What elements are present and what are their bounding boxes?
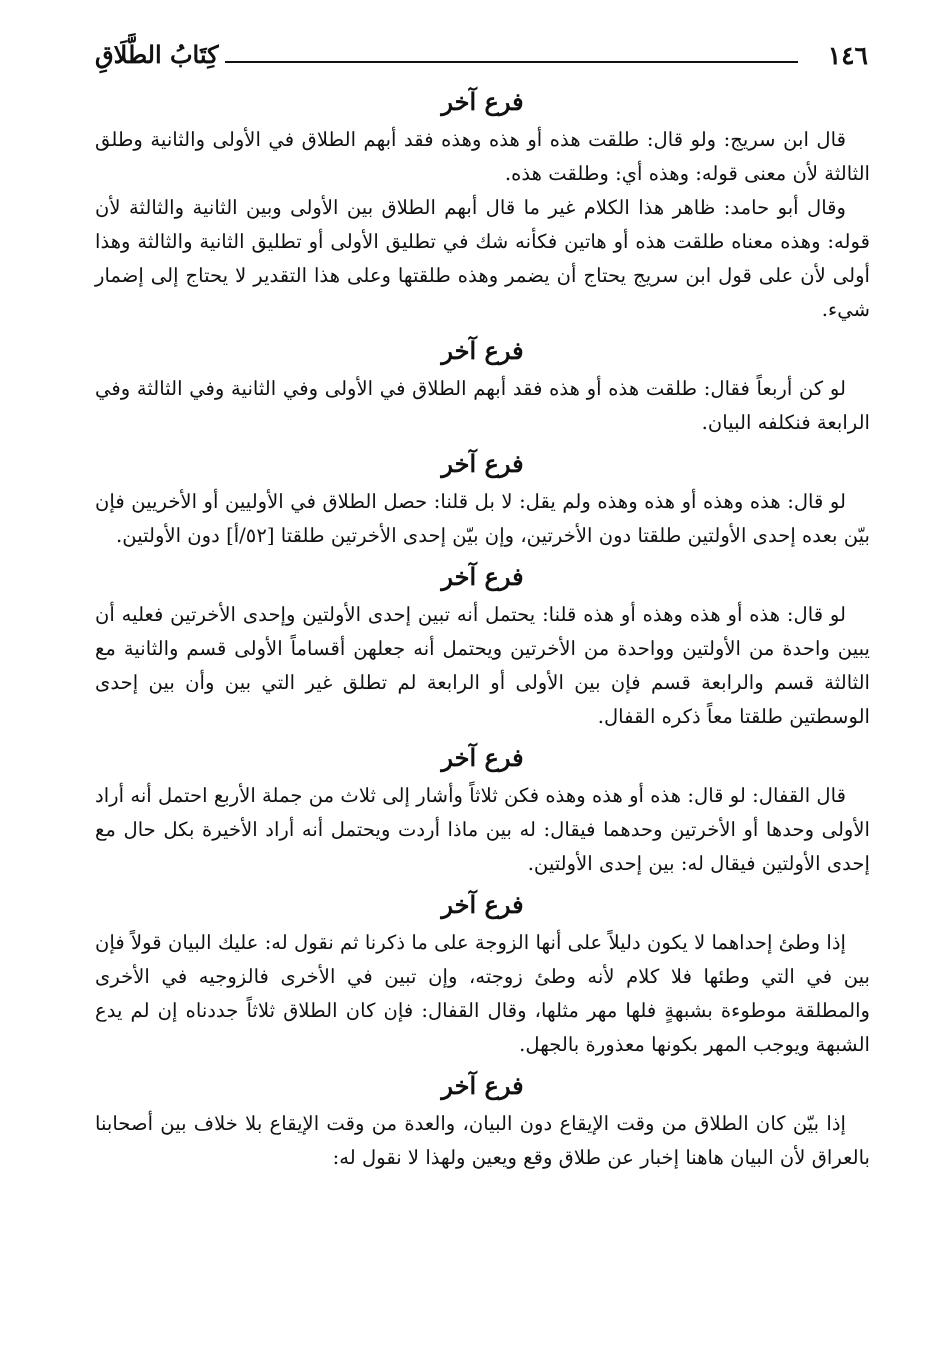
paragraph: لو قال: هذه أو هذه وهذه أو هذه قلنا: يحتمل أنه تبين إحدى الأولتين وإحدى الأخرتين فعليه أن يبين واحدة من الأولتين وواحدة من الأخرتين ويحتمل أنه جعلهن أقساماً الأولى قسم والثانية مع الثالثة قسم والرابعة قسم فإن بين الأولى أو الرابعة لم تطلق غير التي بين وأن بين إحدى الوسطتين طلقتا معاً ذكره القفال.: [95, 603, 870, 728]
section-title: فرع آخر: [441, 562, 524, 591]
book-page: [95, 30, 870, 1350]
section-title: فرع آخر: [441, 336, 524, 365]
section-title: فرع آخر: [441, 1071, 524, 1100]
section-far-akhar: [95, 885, 870, 1062]
page-number: ١٤٦: [827, 41, 868, 70]
paragraph: قال ابن سريج: ولو قال: طلقت هذه أو هذه وهذه فقد أبهم الطلاق في الأولى والثانية وطلق الثالثة لأن معنى قوله: وهذه أي: وطلقت هذه.: [95, 128, 870, 185]
paragraph: لو قال: هذه وهذه أو هذه وهذه ولم يقل: لا بل قلنا: حصل الطلاق في الأوليين أو الأخريين فإن بيّن بعده إحدى الأولتين طلقتا دون الأخرتين، وإن بيّن إحدى الأخرتين طلقتا [٥٢/أ] دون الأولتين.: [95, 490, 870, 547]
section-title: فرع آخر: [441, 87, 524, 116]
running-title: كِتَابُ الطَّلَاقِ: [95, 40, 219, 69]
section-title: فرع آخر: [441, 743, 524, 772]
section-title: فرع آخر: [441, 890, 524, 919]
section-far-akhar: [95, 331, 870, 440]
paragraph: قال القفال: لو قال: هذه أو هذه وهذه فكن ثلاثاً وأشار إلى ثلاث من جملة الأربع احتمل أنه أراد الأولى وحدها أو الأخرتين وحدهما فيقال: له بين ماذا أردت ويحتمل أنه أراد الأخيرة بكل حال مع إحدى الأولتين فيقال له: بين إحدى الأولتين.: [95, 784, 870, 875]
section-title: فرع آخر: [441, 449, 524, 478]
section-far-akhar: [95, 738, 870, 881]
paragraph: لو كن أربعاً فقال: طلقت هذه أو هذه فقد أبهم الطلاق في الأولى وفي الثانية وفي الثالثة وفي الرابعة فنكلفه البيان.: [95, 377, 870, 434]
section-far-akhar: [95, 1066, 870, 1175]
paragraph: إذا وطئ إحداهما لا يكون دليلاً على أنها الزوجة على ما ذكرنا ثم نقول له: عليك البيان قولاً فإن بين في التي وطئها فلا كلام لأنه وطئ زوجته، وإن تبين في الأخرى فالزوجيه في الأخرى والمطلقة موطوءة بشبهةٍ فلها مهر مثلها، وقال القفال: فإن كان الطلاق ثلاثاً جددناه إن لم يدع الشبهة ويوجب المهر بكونها معذورة بالجهل.: [95, 931, 870, 1056]
section-far-akhar: [95, 444, 870, 553]
page-header: [95, 30, 870, 78]
paragraph: وقال أبو حامد: ظاهر هذا الكلام غير ما قال أبهم الطلاق بين الأولى وبين الثانية والثالثة لأن قوله: وهذه معناه طلقت هذه أو هاتين فكأنه شك في تطليق الأولى أو تطليق الثانية والثالثة وهذا أولى لأن على قول ابن سريج يحتاج أن يضمر وهذه طلقتها وعلى هذا التقدير لا يحتاج إلى إضمار شيء.: [95, 196, 870, 321]
header-rule: [225, 61, 798, 63]
section-far-akhar: [95, 82, 870, 327]
paragraph: إذا بيّن كان الطلاق من وقت الإيقاع دون البيان، والعدة من وقت الإيقاع بلا خلاف بين أصحابنا بالعراق لأن البيان هاهنا إخبار عن طلاق وقع ويعين ولهذا لا نقول له:: [95, 1112, 870, 1169]
section-far-akhar: [95, 557, 870, 734]
